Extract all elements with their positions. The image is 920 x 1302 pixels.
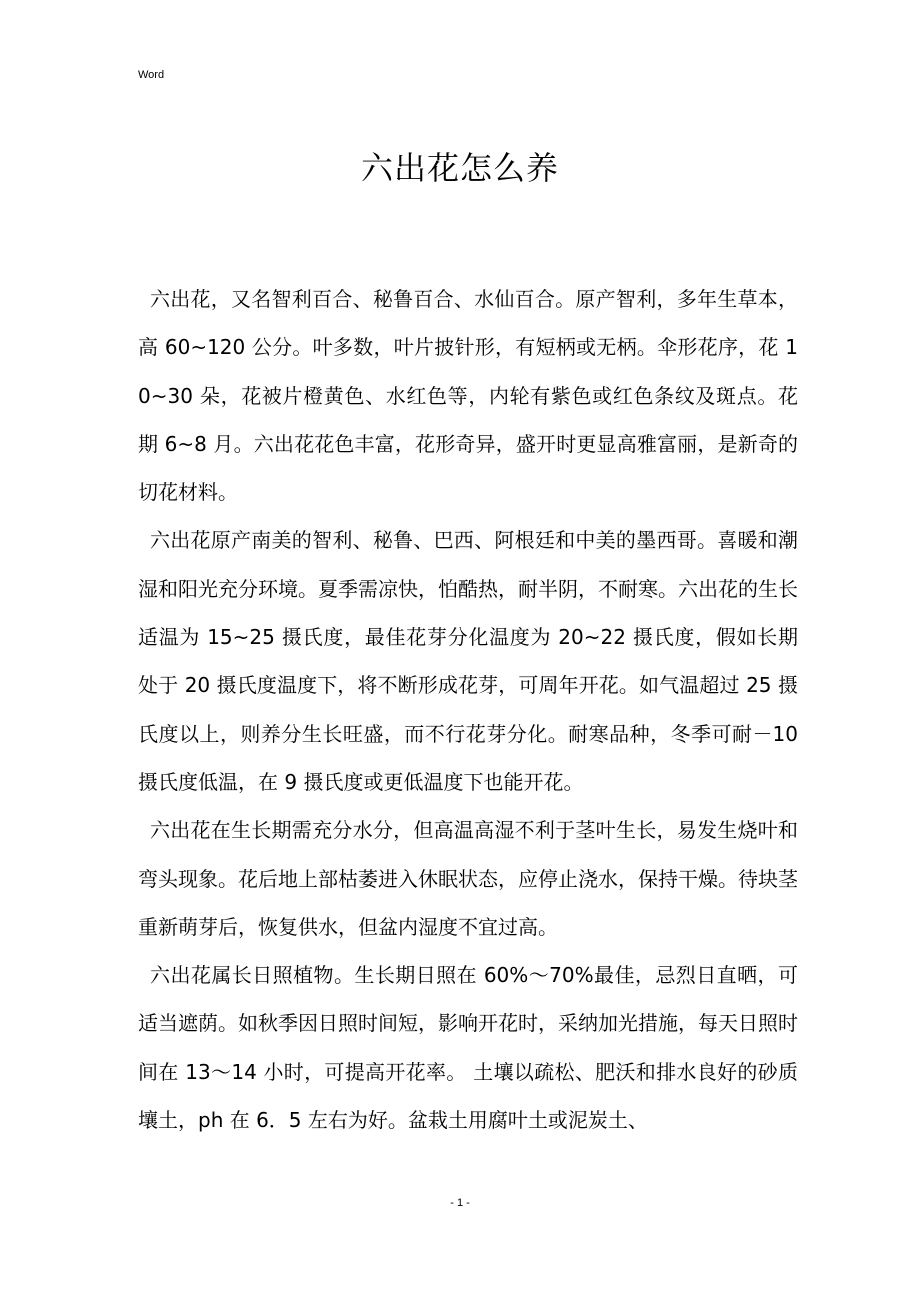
paragraph-1: 六出花，又名智利百合、秘鲁百合、水仙百合。原产智利，多年生草本，高 60~120 公分。叶多数，叶片披针形，有短柄或无柄。伞形花序，花 10~30 朵，花被片橙黄色、水红色等，内轮有紫色或红色条纹及斑点。花期 6~8 月。六出花花色丰富，花形奇异，盛开时更显高雅富丽，是新奇的切花材料。	[138, 287, 798, 505]
paragraph-4: 六出花属长日照植物。生长期日照在 60%～70%最佳，忌烈日直晒，可适当遮荫。如秋季因日照时间短，影响开花时，采纳加光措施，每天日照时间在 13～14 小时，可提高开花率。 土壤以疏松、肥沃和排水良好的砂质壤土，ph 在 6．5 左右为好。盆栽土用腐叶土或泥炭土、	[138, 963, 798, 1133]
paragraph-2: 六出花原产南美的智利、秘鲁、巴西、阿根廷和中美的墨西哥。喜暖和潮湿和阳光充分环境。夏季需凉快，怕酷热，耐半阴，不耐寒。六出花的生长适温为 15~25 摄氏度，最佳花芽分化温度为 20~22 摄氏度，假如长期处于 20 摄氏度温度下，将不断形成花芽，可周年开花。如气温超过 25 摄氏度以上，则养分生长旺盛，而不行花芽分化。耐寒品种，冬季可耐－10 摄氏度低温，在 9 摄氏度或更低温度下也能开花。	[138, 528, 798, 794]
page-number: - 1 -	[450, 1197, 470, 1209]
header-label: Word	[138, 69, 165, 81]
document-title: 六出花怎么养	[360, 149, 559, 187]
paragraph-3: 六出花在生长期需充分水分，但高温高湿不利于茎叶生长，易发生烧叶和弯头现象。花后地上部枯萎进入休眠状态，应停止浇水，保持干燥。待块茎重新萌芽后，恢复供水，但盆内湿度不宜过高。	[138, 818, 798, 939]
document-body	[138, 275, 798, 1144]
